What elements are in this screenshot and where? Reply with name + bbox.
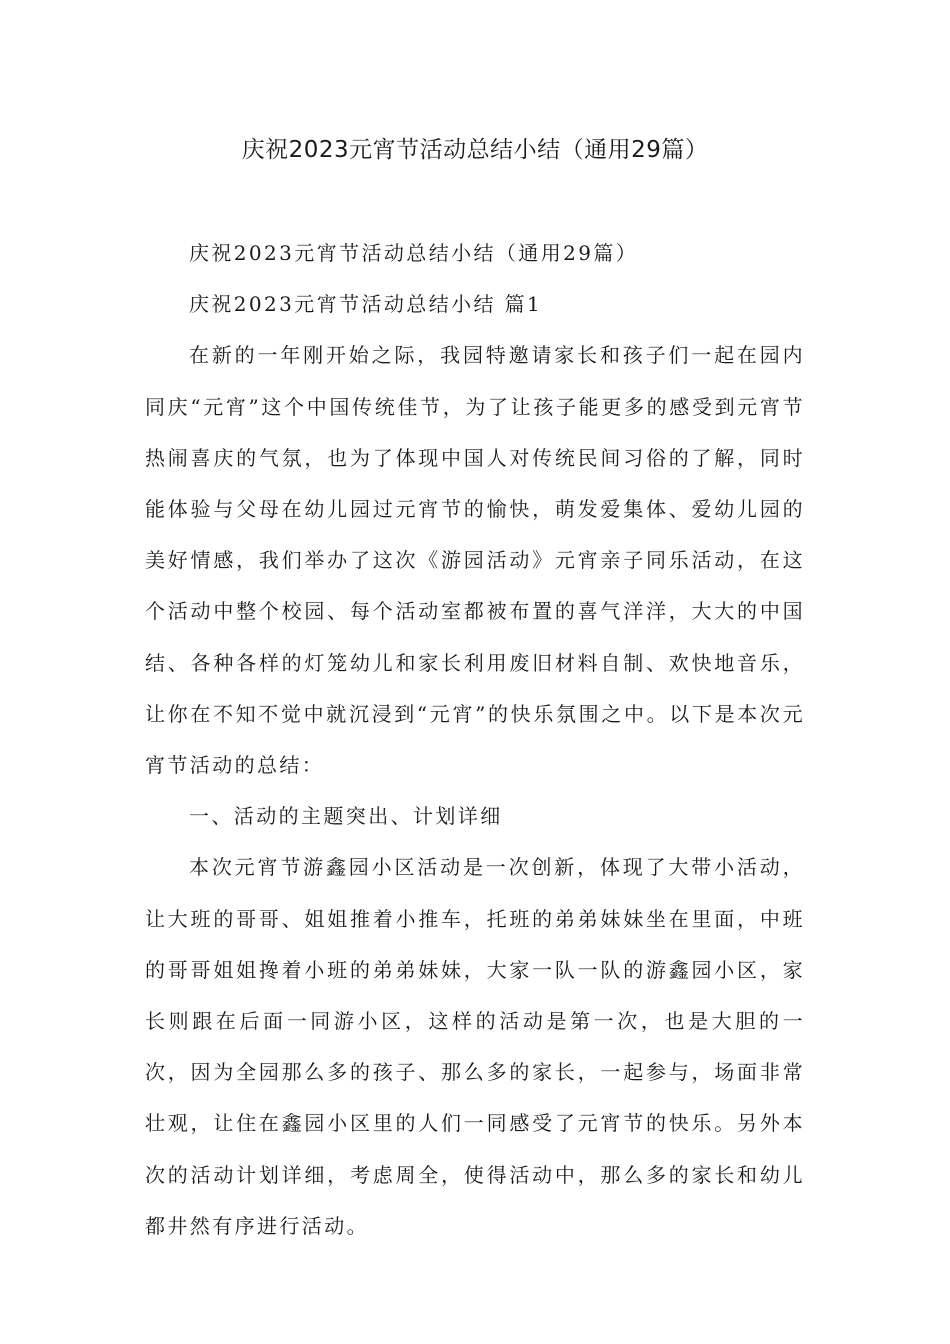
section-heading: 庆祝2023元宵节活动总结小结 篇1 bbox=[189, 292, 543, 317]
body-paragraph: 在新的一年刚开始之际，我园特邀请家长和孩子们一起在园内同庆“元宵”这个中国传统佳节，为了让孩子能更多的感受到元宵节热闹喜庆的气氛，也为了体现中国人对传统民间习俗的了解，同时能体验与父母在幼儿园过元宵节的愉快，萌发爱集体、爱幼儿园的美好情感，我们举办了这次《游园活动》元宵亲子同乐活动，在这个活动中整个校园、每个活动室都被布置的喜气洋洋，大大的中国结、各种各样的灯笼幼儿和家长利用废旧材料自制、欢快地音乐，让你在不知不觉中就沉浸到“元宵”的快乐氛围之中。以下是本次元宵节活动的总结： bbox=[145, 343, 805, 778]
document-body bbox=[145, 228, 805, 1252]
subsection-heading: 一、活动的主题突出、计划详细 bbox=[189, 804, 503, 829]
subtitle-paragraph: 庆祝2023元宵节活动总结小结（通用29篇） bbox=[189, 241, 639, 265]
document-title: 庆祝2023元宵节活动总结小结（通用29篇） bbox=[241, 137, 709, 163]
body-paragraph: 本次元宵节游鑫园小区活动是一次创新，体现了大带小活动，让大班的哥哥、姐姐推着小推车，托班的弟弟妹妹坐在里面，中班的哥哥姐姐搀着小班的弟弟妹妹，大家一队一队的游鑫园小区，家长则跟在后面一同游小区，这样的活动是第一次，也是大胆的一次，因为全园那么多的孩子、那么多的家长，一起参与，场面非常壮观，让住在鑫园小区里的人们一同感受了元宵节的快乐。另外本次的活动计划详细，考虑周全，使得活动中，那么多的家长和幼儿都井然有序进行活动。 bbox=[145, 855, 805, 1238]
